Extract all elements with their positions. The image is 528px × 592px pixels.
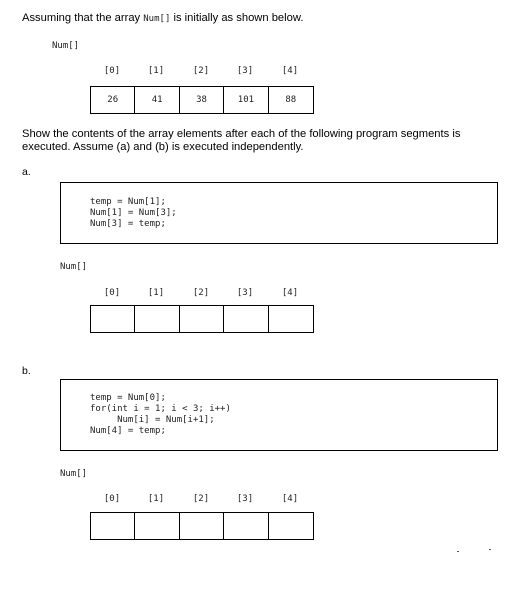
answer-cell[interactable] [135,513,179,539]
array-cell: 38 [180,87,224,113]
initial-index-row [90,66,314,78]
index-label: [3] [236,66,254,76]
part-a-index-row [90,288,314,300]
index-label: [0] [103,66,121,76]
part-a-code: temp = Num[1]; Num[1] = Num[3]; Num[3] = temp; [90,197,177,229]
part-a-code-box [60,182,498,244]
answer-cell[interactable] [135,306,179,332]
part-b-answer-cells [90,512,314,540]
index-label: [1] [147,66,165,76]
index-label: [1] [147,494,165,504]
part-b-marker: b. [22,365,31,377]
scan-speck [489,549,491,550]
intro-text-before: Assuming that the array [22,12,144,24]
index-label: [2] [192,288,210,298]
index-label: [2] [192,494,210,504]
answer-cell[interactable] [224,306,268,332]
part-a-array-label: Num[] [60,262,88,272]
index-label: [0] [103,494,121,504]
index-label: [2] [192,66,210,76]
part-b-array-label: Num[] [60,469,88,479]
intro-text-after: is initially as shown below. [170,12,304,24]
part-b-code: temp = Num[0]; for(int i = 1; i < 3; i++) Num[i] = Num[i+1]; Num[4] = temp; [90,393,231,436]
index-label: [4] [281,288,299,298]
part-b-index-row [90,494,314,506]
array-cell: 88 [285,95,297,105]
initial-array-label: Num[] [52,41,80,51]
intro-sentence [22,11,303,26]
array-cell: 26 [91,87,135,113]
index-label: [0] [103,288,121,298]
index-label: [3] [236,288,254,298]
part-a-answer-cells [90,305,314,333]
scan-speck [457,551,459,552]
index-label: [3] [236,494,254,504]
part-b-code-box [60,379,498,451]
array-cell: 101 [224,87,268,113]
answer-cell[interactable] [269,306,313,332]
initial-array-cells [90,86,314,114]
instructions-line-1: Show the contents of the array elements after each of the following program segments is [22,128,461,140]
answer-cell[interactable] [224,513,268,539]
array-cell: 41 [135,87,179,113]
answer-cell[interactable] [269,513,313,539]
index-label: [1] [147,288,165,298]
answer-cell[interactable] [180,306,224,332]
answer-cell[interactable] [91,306,135,332]
index-label: [4] [281,494,299,504]
index-label: [4] [281,66,299,76]
part-a-marker: a. [22,166,31,178]
instructions-line-2: executed. Assume (a) and (b) is executed independently. [22,141,304,153]
answer-cell[interactable] [180,513,224,539]
intro-array-name: Num[] [143,14,171,24]
answer-cell[interactable] [91,513,135,539]
